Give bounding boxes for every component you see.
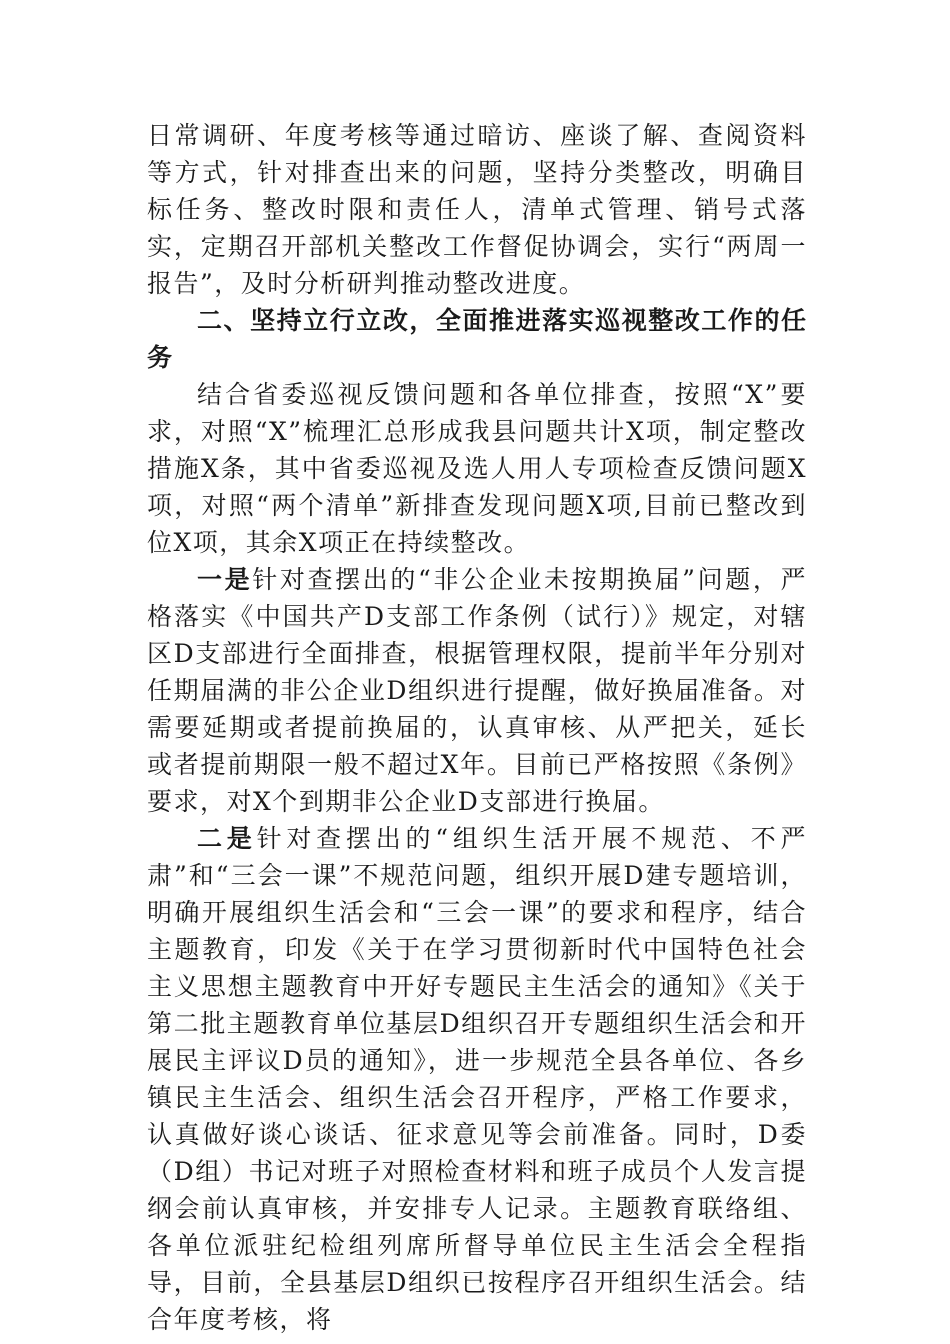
section-heading: 二、坚持立行立改，全面推进落实巡视整改工作的任务 — [147, 306, 807, 372]
paragraph-continuation: 日常调研、年度考核等通过暗访、座谈了解、查阅资料等方式，针对排查出来的问题，坚持分类整改，明确目标任务、整改时限和责任人，清单式管理、销号式落实，定期召开部机关整改工作督促协调会，实行“两周一报告”，及时分析研判推动整改进度。 — [147, 121, 807, 298]
item-2-lead: 二是 — [197, 824, 257, 853]
paragraph-item-2 — [147, 820, 807, 1338]
paragraph-item-1 — [147, 561, 807, 820]
paragraph-summary: 结合省委巡视反馈问题和各单位排查，按照“X”要求，对照“X”梳理汇总形成我县问题共计X项，制定整改措施X条，其中省委巡视及选人用人专项检查反馈问题X项，对照“两个清单”新排查发现问题X项,目前已整改到位X项，其余X项正在持续整改。 — [147, 380, 807, 557]
item-2-text: 针对查摆出的“组织生活开展不规范、不严肃”和“三会一课”不规范问题，组织开展D建专题培训，明确开展组织生活会和“三会一课”的要求和程序，结合主题教育，印发《关于在学习贯彻新时代中国特色社会主义思想主题教育中开好专题民主生活会的通知》《关于第二批主题教育单位基层D组织召开专题组织生活会和开展民主评议D员的通知》，进一步规范全县各单位、各乡镇民主生活会、组织生活会召开程序，严格工作要求，认真做好谈心谈话、征求意见等会前准备。同时，D委（D组）书记对班子对照检查材料和班子成员个人发言提纲会前认真审核，并安排专人记录。主题教育联络组、各单位派驻纪检组列席所督导单位民主生活会全程指导，目前，全县基层D组织已按程序召开组织生活会。结合年度考核，将 — [147, 824, 807, 1334]
document-page — [147, 117, 807, 1338]
item-1-text: 针对查摆出的“非公企业未按期换届”问题，严格落实《中国共产D支部工作条例（试行）》规定，对辖区D支部进行全面排查，根据管理权限，提前半年分别对任期届满的非公企业D组织进行提醒，做好换届准备。对需要延期或者提前换届的，认真审核、从严把关，延长或者提前期限一般不超过X年。目前已严格按照《条例》要求，对X个到期非公企业D支部进行换届。 — [147, 565, 807, 816]
item-1-lead: 一是 — [197, 565, 253, 594]
